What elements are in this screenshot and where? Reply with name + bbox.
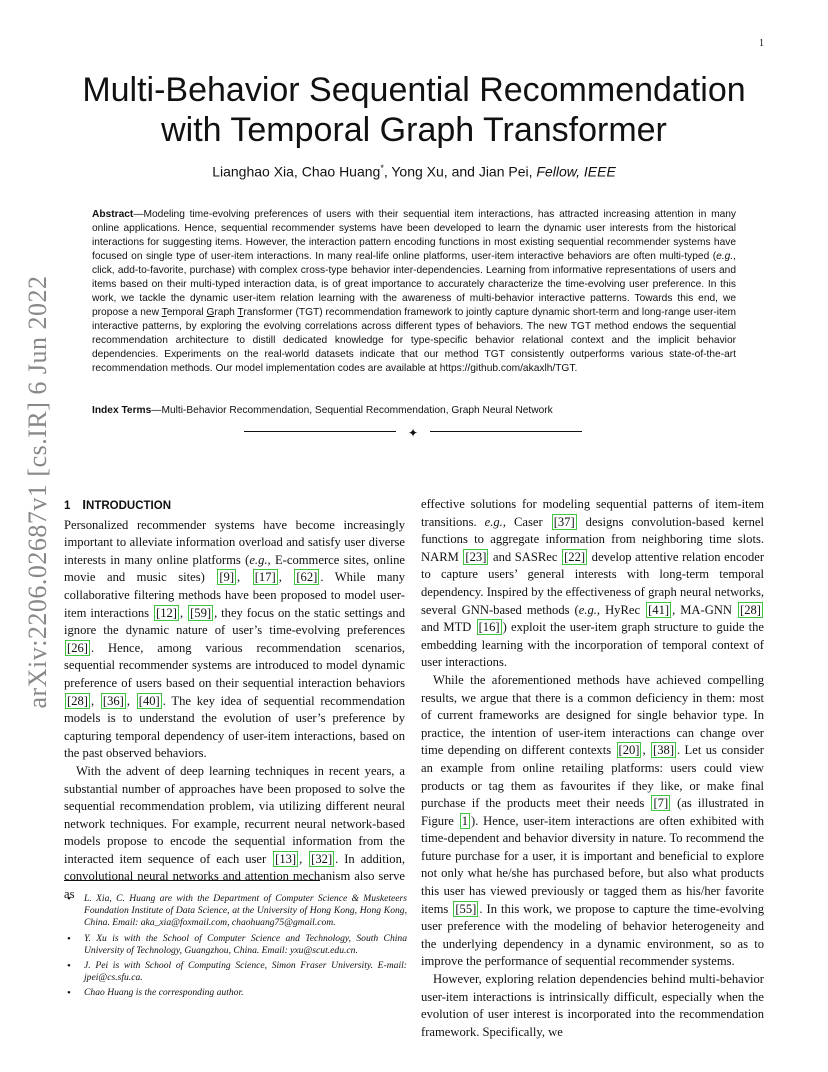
section-title-rest: NTRODUCTION	[86, 500, 171, 512]
separator-diamond-icon: ✦	[408, 426, 419, 440]
title-line-1: Multi-Behavior Sequential Recommendation	[82, 71, 746, 109]
separator-line-left	[244, 431, 396, 432]
paper-title	[64, 70, 764, 150]
intro-paragraph-5: However, exploring relation dependencies behind multi-behavior user-item interactions is intrinsically difficult, especially when the evolution of user interest is incorporated into the recommendation framework. Specifically, we	[421, 972, 764, 1039]
citation-link[interactable]: [59]	[190, 605, 212, 620]
citation-link[interactable]: [40]	[138, 693, 160, 708]
section-title-cap: I	[82, 497, 87, 512]
tgt-letter-t2: T	[237, 307, 244, 318]
intro-paragraph-1: Personalized recommender systems have become increasingly important to alleviate information overload and satisfy user diverse interests in many online platforms (e.g., E-commerce sites, online movie and music sites) [9] , [17] , [62] . While many collaborative filtering methods have been proposed to model user-item interactions [12] , [59] , they focus on the static settings and ignore the dynamic nature of user’s time-evolving preferences [26] . Hence, among various recommendation scenarios, sequential recommender systems are introduced to model dynamic preference of users based on their sequential interaction behaviors [28] , [36] , [40] . The key idea of sequential recommendation models is to understand the evolution of user’s preference by capturing temporal dependency of user-item interactions, based on the past observed behaviors.	[64, 517, 406, 761]
intro-paragraph-3: effective solutions for modeling sequential patterns of item-item transitions. e.g., Caser [37] designs convolution-based kernel functions to aggregate information from neighboring time slots. NARM [23] and SASRec [22] develop attentive relation encoder to capture users’ general interests with long-term temporal dependency. Inspired by the effectiveness of graph neural networks, several GNN-based methods (e.g., HyRec [41] , MA-GNN [28] and MTD [16] ) exploit the user-item graph structure to guide the embedding learning with the incorporation of temporal context of user interactions.	[421, 497, 765, 670]
citation-link[interactable]: [55]	[455, 901, 477, 916]
citation-link[interactable]: [22]	[564, 549, 586, 564]
intro-paragraph-2: With the advent of deep learning techniques in recent years, a substantial number of approaches have been proposed to solve the sequential recommendation problem, via utilizing different neural network techniques. For example, recurrent neural network-based models propose to encode the sequential information from the interacted item sequence of each user [13] , [32] . In addition, convolutional neural networks and attention mechanism also serve as	[64, 763, 406, 902]
abstract-label: Abstract	[92, 209, 134, 220]
citation-link[interactable]: [28]	[67, 693, 88, 708]
section-separator	[244, 426, 584, 438]
citation-link[interactable]: [23]	[465, 549, 487, 564]
footnote-rule	[64, 880, 320, 881]
arxiv-stamp-text: arXiv:2206.02687v1 [cs.IR] 6 Jun 2022	[23, 275, 52, 709]
left-column	[64, 496, 405, 904]
corresponding-mark: *	[380, 163, 384, 173]
section-heading	[64, 496, 405, 516]
citation-link[interactable]: [32]	[311, 851, 333, 866]
figure-link[interactable]: 1	[461, 813, 469, 828]
index-terms	[92, 404, 736, 418]
citation-link[interactable]: [7]	[653, 796, 669, 811]
abstract-text-3: (TGT) recommendation framework to jointly capture dynamic short-term and long-range user-item interactive patterns, by exploring the evolving correlations across different types of behaviors. The new TGT method endows the sequential recommendation architecture to distill dedicated knowledge for type-specific behavior relational context and the implicit behavior dependencies. Experiments on the real-world datasets indicate that our method TGT consistently outperforms various state-of-the-art recommendation methods. Our model implementation codes are available at https://github.com/akaxlh/TGT.	[92, 307, 736, 374]
citation-link[interactable]: [16]	[478, 620, 500, 635]
citation-link[interactable]: [36]	[102, 693, 124, 708]
intro-paragraph-4: While the aforementioned methods have achieved compelling results, we argue that there is a common deficiency in them: most of current frameworks are designed for single behavior type. In practice, the intention of user-item interactions can change over time depending on different contexts [20] , [38] . Let us consider an example from online retailing platforms: users could view products or tag them as favourites if they like, or make final purchase if the products meet their needs [7] (as illustrated in Figure 1 ). Hence, user-item interactions are often exhibited with time-dependent and behavior diversity in nature. To recommend the future purchase for a user, it is important and beneficial to explore not only what he/she has purchased before, but also what products this user has viewed previously or tagged them as his/her favorite items [55] . In this work, we propose to capture the time-evolving user preference with the modeling of behavior heterogeneity and the underlying dependency in a dynamic environment, so as to improve the performance of sequential recommender systems.	[421, 672, 764, 969]
footnote-item: • L. Xia, C. Huang are with the Department of Computer Science & Musketeers Foundation Institute of Data Science, at the University of Hong Kong, Hong Kong, China. Email: aka_xia@foxmail.com, chaohuang75@gmail.com.	[64, 893, 407, 930]
footnotes	[64, 880, 407, 1003]
tgt-letter-g: G	[206, 307, 215, 318]
authors-text-2: , Yong Xu, and Jian Pei,	[383, 163, 537, 180]
footnote-item: • J. Pei is with School of Computing Science, Simon Fraser University. E-mail: jpei@cs.sfu.ca.	[64, 960, 407, 984]
footnote-item: • Y. Xu is with the School of Computer Science and Technology, South China University of Technology, Guangzhou, China. Email: yxu@scut.edu.cn.	[64, 933, 407, 957]
citation-link[interactable]: [20]	[618, 743, 640, 758]
arxiv-stamp	[16, 275, 60, 709]
right-column	[421, 496, 764, 1041]
separator-line-right	[430, 431, 582, 432]
fellow-label: Fellow, IEEE	[536, 163, 616, 180]
author-list	[64, 163, 764, 180]
citation-link[interactable]: [26]	[67, 640, 88, 655]
citation-link[interactable]: [17]	[254, 570, 276, 585]
tgt-word: emporal	[166, 307, 207, 318]
citation-link[interactable]: [37]	[553, 514, 575, 529]
citation-link[interactable]: [41]	[648, 602, 670, 617]
footnote-item: • Chao Huang is the corresponding author.	[64, 987, 407, 999]
section-number: 1	[64, 500, 71, 512]
citation-link[interactable]: [28]	[740, 602, 761, 617]
abstract-eg: e.g.	[716, 251, 734, 262]
citation-link[interactable]: [9]	[219, 570, 235, 585]
index-terms-text: —Multi-Behavior Recommendation, Sequential Recommendation, Graph Neural Network	[151, 405, 553, 416]
citation-link[interactable]: [12]	[156, 605, 177, 620]
citation-link[interactable]: [38]	[653, 743, 675, 758]
tgt-word-3: ransformer	[243, 307, 293, 318]
tgt-letter-t: T	[161, 307, 167, 318]
authors-text: Lianghao Xia, Chao Huang	[212, 163, 381, 180]
page-number: 1	[759, 38, 764, 49]
index-terms-label: Index Terms	[92, 405, 152, 416]
abstract-text-2: , click, add-to-favorite, purchase) with complex cross-type behavior inter-dependencies. Learning from informative representations of users and items based on their multi-typed interaction data, is of great importance to accurately characterize the time-evolving user preference. In this work, we tackle the dynamic user-item relation learning with the awareness of multi-behavior interactive patterns. Towards this end, we propose a new	[92, 251, 736, 318]
abstract-text: —Modeling time-evolving preferences of users with their sequential item interactions, has attracted increasing attention in many online applications. Hence, sequential recommender systems have been developed to learn the dynamic user interests from the historical interactions for suggesting items. However, the interaction pattern encoding functions in most existing sequential recommender systems have focused on single type of user-item interactions. In many real-life online platforms, user-item interactive behaviors are often multi-typed (	[92, 209, 736, 262]
abstract	[92, 208, 736, 376]
tgt-word-2: raph	[214, 307, 238, 318]
citation-link[interactable]: [13]	[275, 851, 297, 866]
citation-link[interactable]: [62]	[296, 570, 318, 585]
title-line-2: with Temporal Graph Transformer	[161, 111, 667, 149]
